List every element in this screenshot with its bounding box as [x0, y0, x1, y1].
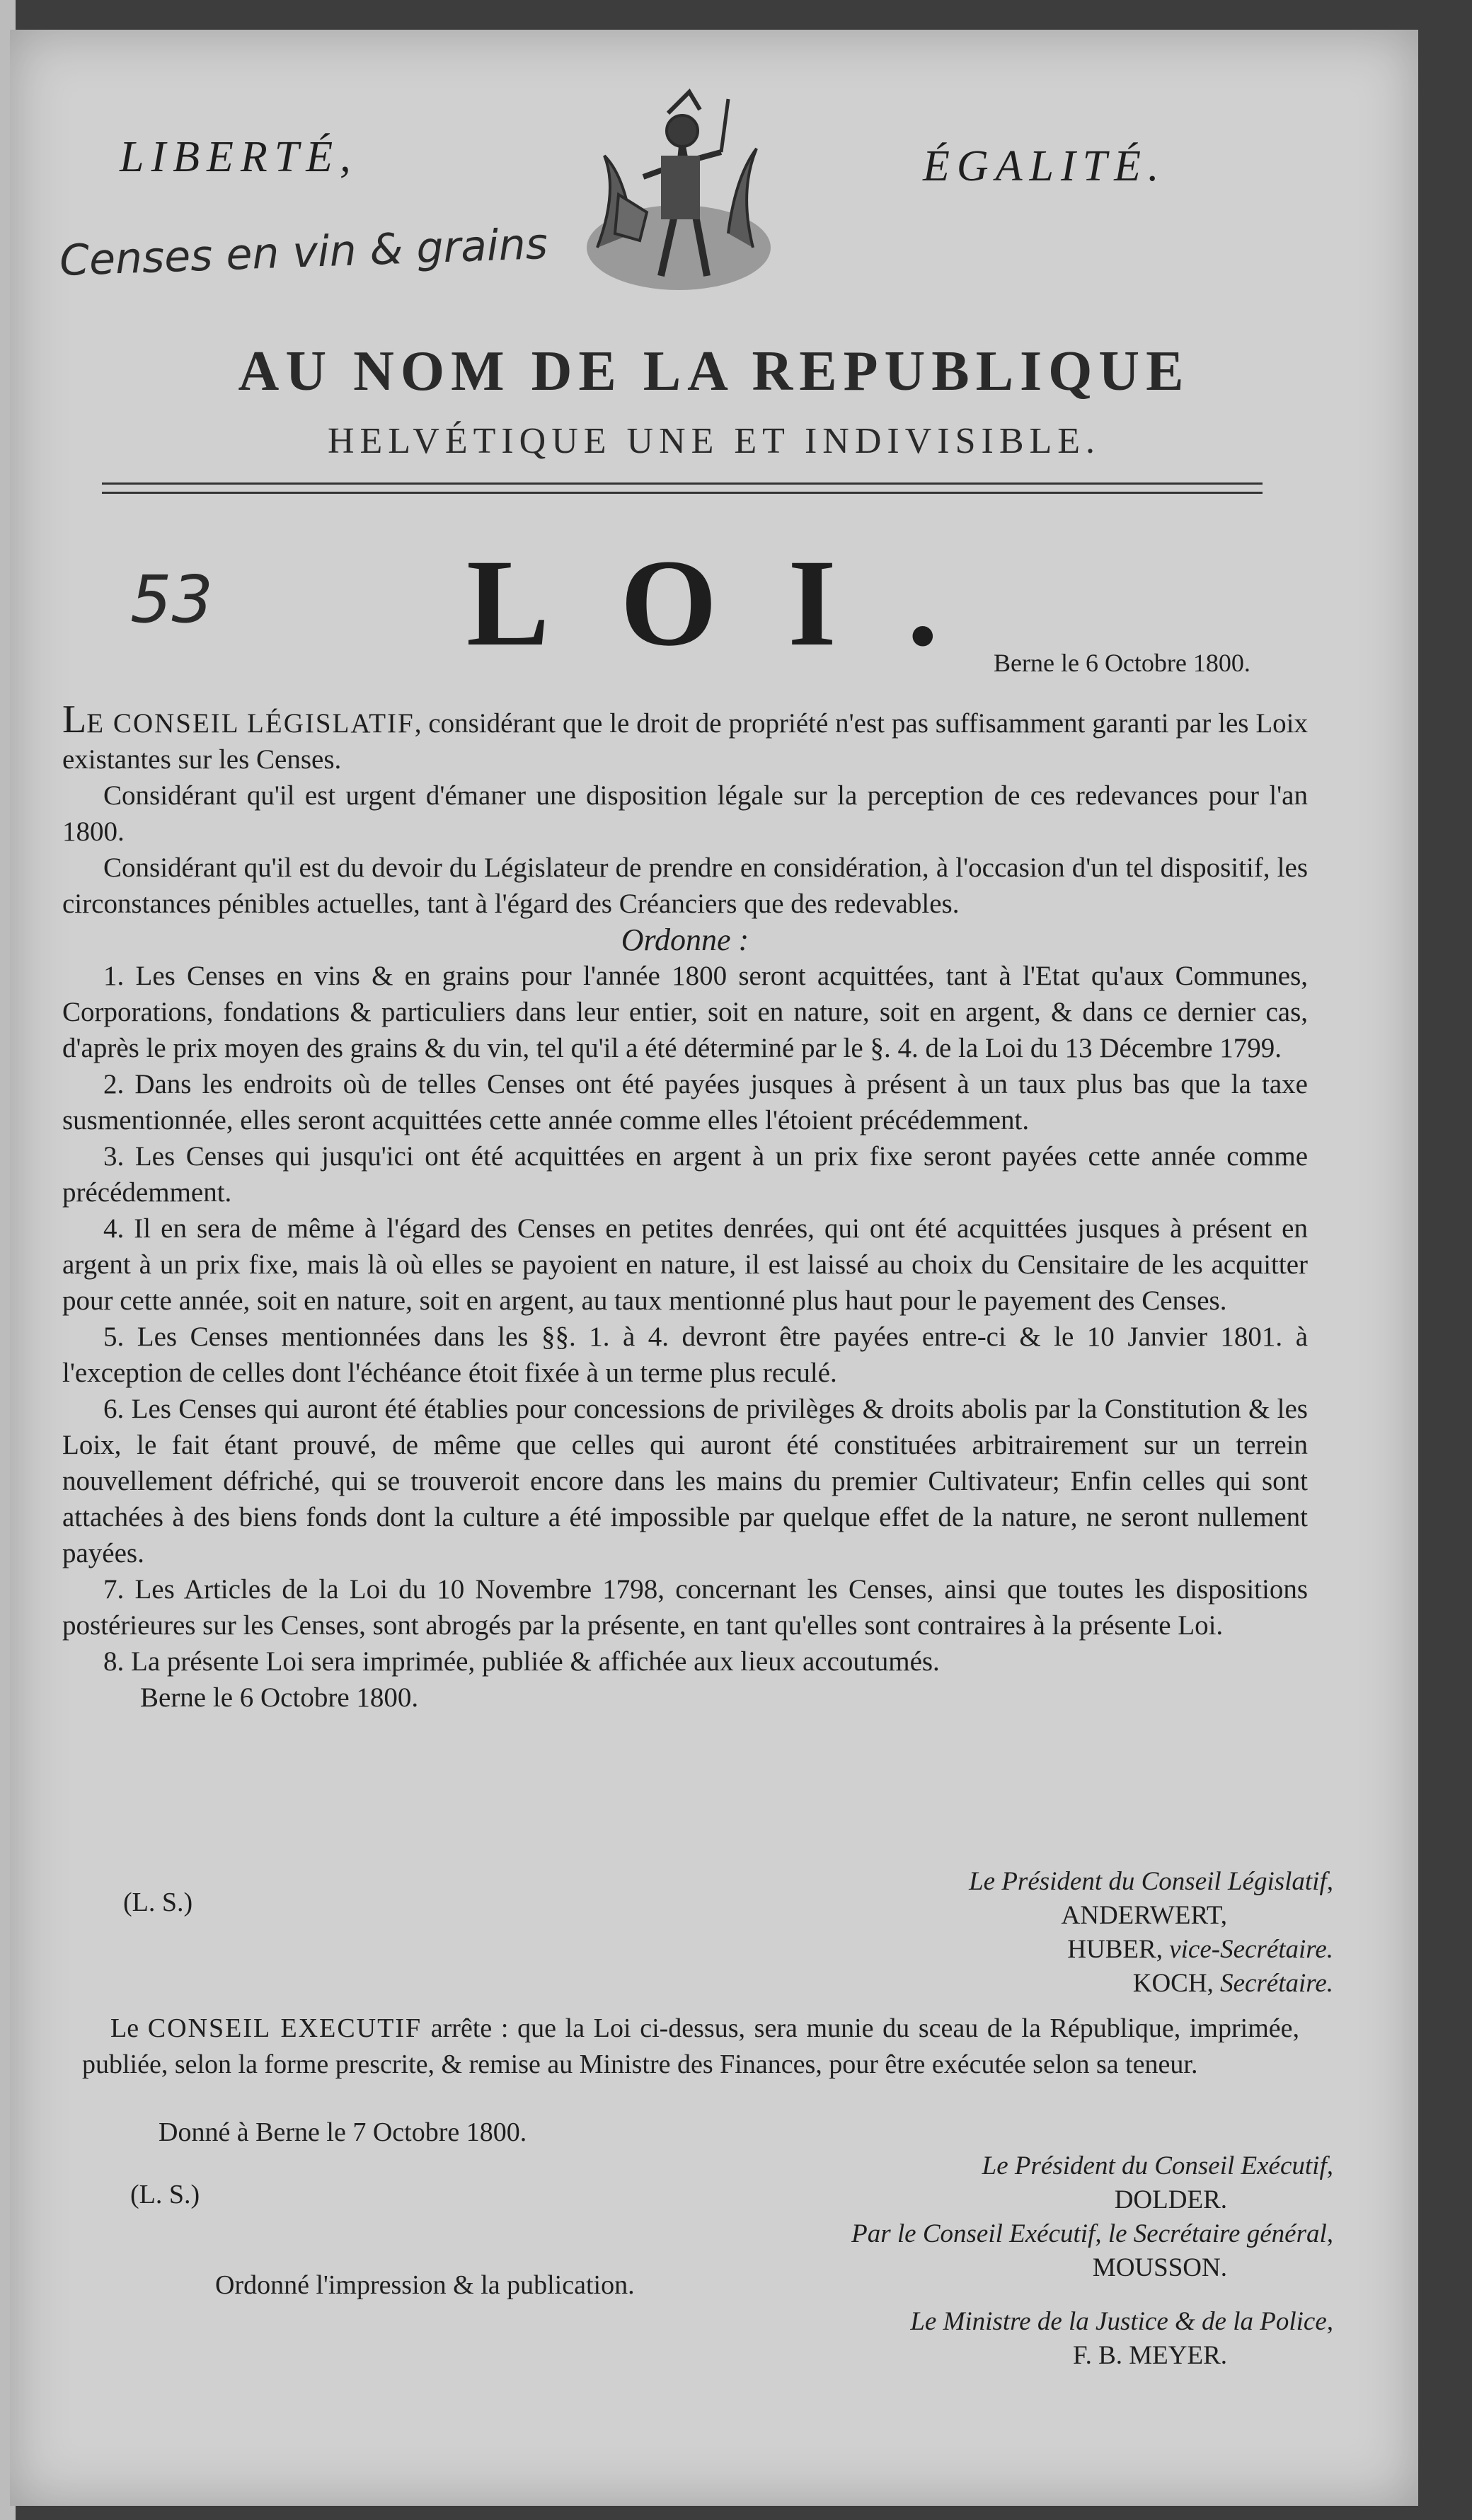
subheadline: HELVÉTIQUE UNE ET INDIVISIBLE.: [327, 421, 1101, 461]
article-1: 1. Les Censes en vins & en grains pour l'année 1800 seront acquittées, tant à l'Etat qu'aux Communes, Corporations, fondations & particuliers dans leur entier, soit en nature, soit en argent, & dans ce dernier cas, d'après le prix moyen des grains & du vin, tel qu'il a été déterminé par le §. 4. de la Loi du 13 Décembre 1799.: [62, 961, 1308, 1063]
executive-given: Donné à Berne le 7 Octobre 1800.: [159, 2117, 527, 2147]
preamble-text-1: , considérant que le droit de propriété n'est pas suffisamment garanti par les Loix existantes sur les Censes.: [62, 708, 1308, 775]
article-5: 5. Les Censes mentionnées dans les §§. 1. à 4. devront être payées entre-ci & le 10 Janvier 1801. à l'exception de celles dont l'échéance étoit fixée à un terme plus reculé.: [62, 1322, 1308, 1388]
drop-cap: L: [62, 698, 87, 741]
executive-intro: Le: [110, 2013, 148, 2043]
executive-seal: (L. S.): [130, 2180, 200, 2209]
vice-secretary-title: vice-Secrétaire.: [1169, 1935, 1333, 1964]
secretary-name: KOCH,: [1132, 1969, 1214, 1998]
secretary-line: [696, 1967, 1333, 2001]
executive-council-name: CONSEIL EXECUTIF: [147, 2013, 422, 2043]
vice-secretary-name: HUBER,: [1067, 1935, 1163, 1964]
allegorical-figure-vignette-icon: [576, 71, 781, 304]
publication-order: Ordonné l'impression & la publication.: [215, 2270, 635, 2300]
preamble-paragraph-3: Considérant qu'il est du devoir du Législateur de prendre en considération, à l'occasion d'un tel dispositif, les circonstances pénibles actuelles, tant à l'égard des Créanciers que des redevables.: [62, 852, 1308, 919]
secretary-title: Secrétaire.: [1220, 1969, 1333, 1998]
executive-president-label: Le Président du Conseil Exécutif,: [982, 2151, 1333, 2180]
legislative-president-name: ANDERWERT,: [1061, 1901, 1227, 1930]
place-date: Berne le 6 Octobre 1800.: [994, 649, 1250, 677]
preamble-paragraph-2: Considérant qu'il est urgent d'émaner une disposition légale sur la perception de ces redevances pour l'an 1800.: [62, 780, 1308, 847]
article-3: 3. Les Censes qui jusqu'ici ont été acquittées en argent à un prix fixe seront payées cette année comme précédemment.: [62, 1141, 1308, 1208]
minister-name: F. B. MEYER.: [1072, 2341, 1227, 2370]
executive-secretary-label: Par le Conseil Exécutif, le Secrétaire général,: [851, 2219, 1333, 2248]
article-6: 6. Les Censes qui auront été établies pour concessions de privilèges & droits abolis par la Constitution & les Loix, le fait étant prouvé, de même que celles qui auront été constituées arbitrairement sur un terrein nouvellement défriché, qui se trouveroit encore dans les mains du premier Cultivateur; Enfin celles qui sont attachées à des biens fonds dont la culture a été impossible par quelque effet de la nature, ne seront nullement payées.: [62, 1394, 1308, 1568]
council-name: E CONSEIL LÉGISLATIF: [86, 708, 415, 739]
article-4: 4. Il en sera de même à l'égard des Censes en petites denrées, qui ont été acquittées jusques à présent en argent à un prix fixe, mais là où elles se payoient en nature, il est laissé au choix du Censitaire de les acquitter pour cette année, soit en nature, soit en argent, au taux mentionné plus haut pour le payement des Censes.: [62, 1213, 1308, 1316]
executive-decree: [82, 2011, 1299, 2083]
law-body: [62, 698, 1308, 1716]
article-7: 7. Les Articles de la Loi du 10 Novembre 1798, concernant les Censes, ainsi que toutes les dispositions postérieures sur les Censes, sont abrogés par la présente, en tant qu'elles sont contraires à la présente Loi.: [62, 1574, 1308, 1641]
motto-liberte: LIBERTÉ,: [120, 133, 358, 181]
headline: AU NOM DE LA REPUBLIQUE: [238, 340, 1190, 403]
executive-secretary-name: MOUSSON.: [1092, 2253, 1227, 2282]
article-8: 8. La présente Loi sera imprimée, publiée & affichée aux lieux accoutumés.: [103, 1646, 940, 1677]
ordonne-heading: Ordonne :: [621, 923, 749, 957]
preamble-paragraph-1: [62, 698, 1308, 778]
legislative-president-label: Le Président du Conseil Législatif,: [969, 1867, 1333, 1896]
handwritten-note: Censes en vin & grains: [58, 219, 548, 287]
document-sheet: [10, 30, 1418, 2506]
archive-number: 53: [130, 562, 214, 637]
minister-label: Le Ministre de la Justice & de la Police,: [910, 2307, 1333, 2336]
law-dated: Berne le 6 Octobre 1800.: [140, 1682, 419, 1713]
article-2: 2. Dans les endroits où de telles Censes ont été payées jusques à présent à un taux plus bas que la taxe susmentionnée, elles seront acquittées cette année comme elles l'étoient précédemment.: [62, 1069, 1308, 1135]
minister-signature: [626, 2305, 1333, 2373]
decorative-rule: [102, 482, 1263, 494]
motto-egalite: ÉGALITÉ.: [923, 142, 1166, 190]
executive-president-name: DOLDER.: [1114, 2185, 1227, 2214]
legislative-signatures: [696, 1865, 1333, 2001]
legislative-seal: (L. S.): [123, 1888, 193, 1917]
executive-text: arrête : que la Loi ci-dessus, sera munie du sceau de la République, imprimée, publiée, selon la forme prescrite, & remise au Ministre des Finances, pour être exécutée selon sa teneur.: [82, 2013, 1299, 2079]
document-title: LOI.: [466, 534, 1009, 672]
executive-signatures: [626, 2149, 1333, 2285]
vice-secretary-line: [696, 1933, 1333, 1967]
